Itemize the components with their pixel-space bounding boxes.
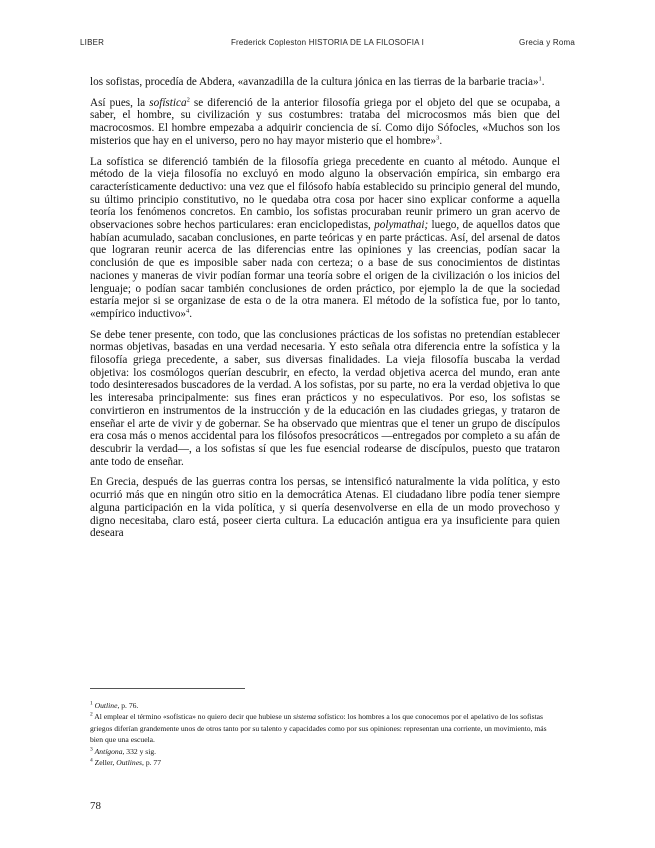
footnote-4: $^4$ Zeller, Outlines, p. 77 [90,757,161,768]
header-section: Grecia y Roma [519,38,575,47]
page-number: 78 [90,800,101,812]
paragraph-4: Se debe tener presente, con todo, que las conclusiones prácticas de los sofistas no pretendían establecer normas objetivas, basadas en una verdad necesaria. Y esto señala otra diferencia entre la sofística y la filosofía griega precedente, a saber, sus diversas finalidades. La vieja filosofía buscaba la verdad objetiva: los cosmólogos querían descubrir, en efecto, la verdad objetiva acerca del mundo, eran ante todo desinteresados buscadores de la verdad. A los sofistas, por su parte, no era la verdad objetiva lo que les interesaba principalmente: sus fines eran prácticos y no especulativos. Por eso, los sofistas se convirtieron en instrumentos de la instrucción y de la educación en las ciudades griegas, y trataron de enseñar el arte de vivir y de gobernar. Se ha observado que mientras que el tener un grupo de discípulos era cosa más o menos accidental para los filósofos presocráticos —entregados por completo a su afán de descubrir la verdad—, a los sofistas sí que les fue esencial rodearse de discípulos, puesto que trataron ante todo de enseñar. [90,328,560,468]
term-sofistica: sofística [149,96,187,109]
footnote-2: $^2$ Al emplear el término «sofística» no quiero decir que hubiese un sistema sofístico: los hombres a los que conocemos por el apelativo de los sofistas griegos diferían grandemente unos de otros tanto por su talento y capacidades como por sus opiniones: representan una corriente, un movimiento, más bien que una escuela. [90,711,547,745]
term-polymathai: polymathai; [374,219,429,232]
paragraph-5: En Grecia, después de las guerras contra los persas, se intensificó naturalmente la vida política, y esto ocurrió más que en ningún otro sitio en la democrática Atenas. El ciudadano libre podía tener siempre alguna participación en la vida política, y si quería desenvolverse en ella de un modo provechoso y digno necesitaba, claro está, poseer cierta cultura. La educación antigua era ya insuficiente para quien deseara [90,476,560,540]
footnote-ref-1[interactable]: 1 [538,75,542,83]
footnotes [90,700,560,768]
paragraph-3: La sofística se diferenció también de la filosofía griega precedente en cuanto al método. Aunque el método de la vieja filosofía no excluyó en modo alguno la observación empírica, sin embargo era característicamente deductivo: una vez que el filósofo había establecido su principio general del mundo, su último principio constitutivo, no le quedaba otra cosa por hacer sino explicar conforme a aquella teoría los fenómenos concretos. En cambio, los sofistas procuraban reunir primero un gran acervo de observaciones sobre hechos particulares: eran enciclopedistas, polymathai; luego, de aquellos datos que habían acumulado, sacaban conclusiones, en parte teóricas y en parte prácticas. Así, del arsenal de datos que lograran reunir acerca de las diferencias entre las opiniones y las creencias, podían sacar la conclusión de que es imposible saber nada con certeza; o a base de sus conocimientos de distintas naciones y maneras de vivir podían formar una teoría sobre el origen de la civilización o los inicios del lenguaje; o podían sacar también conclusiones de orden práctico, por ejemplo la de que la sociedad estaría mejor si se organizase de esta o de la otra manera. El método de la sofística fue, por lo tanto, «empírico inductivo»$^4$. [90,155,560,320]
body-text [90,76,560,548]
footnote-ref-2[interactable]: 2 [186,95,190,103]
paragraph-2: Así pues, la sofística$^2$ se diferenció de la anterior filosofía griega por el objeto del que se ocupaba, a saber, el hombre, su civilización y sus costumbres: trataba del microcosmos más bien que del macrocosmos. El hombre empezaba a adquirir conciencia de sí. Como dijo Sófocles, «Muchos son los misterios que hay en el universo, pero no hay mayor misterio que el hombre»$^3$. [90,95,560,147]
footnote-divider [90,688,245,689]
footnote-ref-4[interactable]: 4 [186,307,190,315]
footnote-3: $^3$ Antígona, 332 y sig. [90,746,157,756]
footnote-1: $^1$ Outline, p. 76. [90,700,139,710]
header-publisher: LIBER [80,38,105,47]
paragraph-1: los sofistas, procedía de Abdera, «avanzadilla de la cultura jónica en las tierras de la barbarie tracia»$^1$. [90,75,545,88]
header-book-title: Frederick Copleston HISTORIA DE LA FILOSOFIA I [230,38,425,47]
footnote-ref-3[interactable]: 3 [436,134,440,142]
